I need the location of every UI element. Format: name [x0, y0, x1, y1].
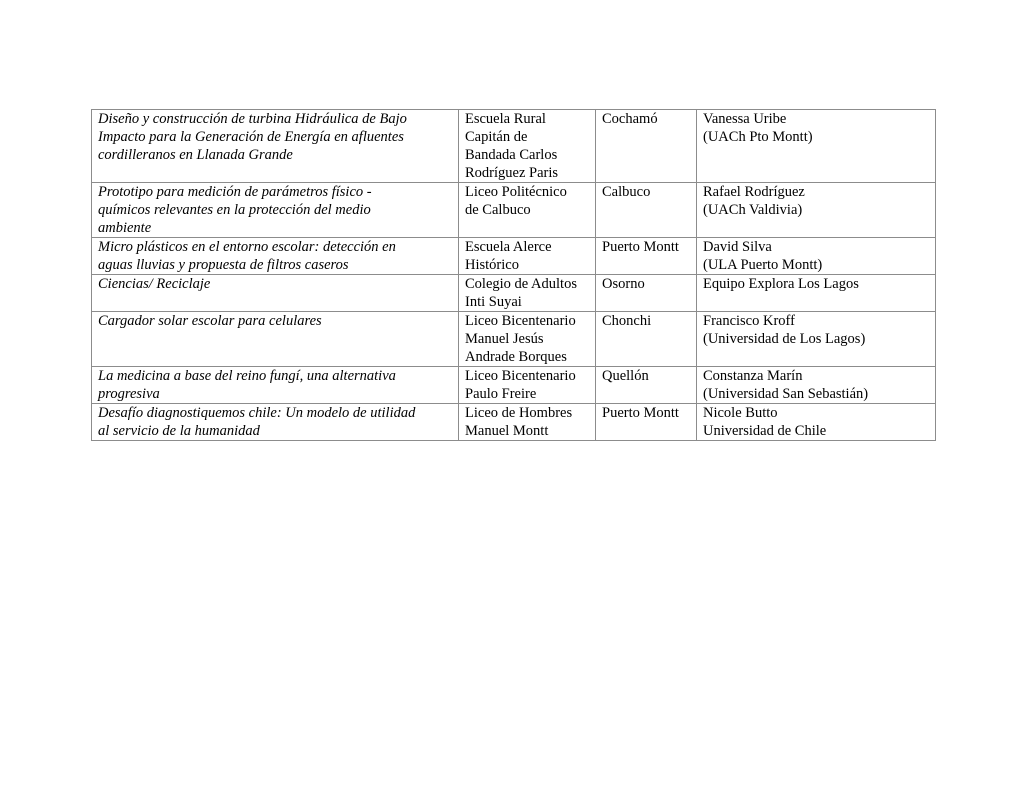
- school-cell: Colegio de Adultos Inti Suyai: [459, 275, 596, 312]
- school-cell: Liceo Politécnico de Calbuco: [459, 183, 596, 238]
- advisor-cell: David Silva (ULA Puerto Montt): [697, 238, 936, 275]
- table-row: [92, 312, 936, 367]
- school-cell: Escuela Alerce Histórico: [459, 238, 596, 275]
- city-cell: Puerto Montt: [596, 404, 697, 441]
- table-row: [92, 275, 936, 312]
- school-cell: Liceo Bicentenario Manuel Jesús Andrade Borques: [459, 312, 596, 367]
- project-title-cell: Prototipo para medición de parámetros físico - químicos relevantes en la protección del medio ambiente: [92, 183, 459, 238]
- school-cell: Liceo de Hombres Manuel Montt: [459, 404, 596, 441]
- table-row: [92, 367, 936, 404]
- advisor-cell: Vanessa Uribe (UACh Pto Montt): [697, 110, 936, 183]
- advisor-cell: Francisco Kroff (Universidad de Los Lagos): [697, 312, 936, 367]
- city-cell: Quellón: [596, 367, 697, 404]
- advisor-cell: Rafael Rodríguez (UACh Valdivia): [697, 183, 936, 238]
- table-row: [92, 110, 936, 183]
- school-cell: Escuela Rural Capitán de Bandada Carlos Rodríguez Paris: [459, 110, 596, 183]
- project-title-cell: La medicina a base del reino fungí, una alternativa progresiva: [92, 367, 459, 404]
- project-title-cell: Micro plásticos en el entorno escolar: detección en aguas lluvias y propuesta de filtros caseros: [92, 238, 459, 275]
- city-cell: Calbuco: [596, 183, 697, 238]
- projects-table: [91, 109, 936, 441]
- city-cell: Cochamó: [596, 110, 697, 183]
- project-title-cell: Diseño y construcción de turbina Hidráulica de Bajo Impacto para la Generación de Energía en afluentes cordilleranos en Llanada Grande: [92, 110, 459, 183]
- table-row: [92, 238, 936, 275]
- city-cell: Puerto Montt: [596, 238, 697, 275]
- project-title-cell: Ciencias/ Reciclaje: [92, 275, 459, 312]
- city-cell: Osorno: [596, 275, 697, 312]
- advisor-cell: Constanza Marín (Universidad San Sebastián): [697, 367, 936, 404]
- project-title-cell: Cargador solar escolar para celulares: [92, 312, 459, 367]
- school-cell: Liceo Bicentenario Paulo Freire: [459, 367, 596, 404]
- table-row: [92, 183, 936, 238]
- advisor-cell: Nicole Butto Universidad de Chile: [697, 404, 936, 441]
- table-row: [92, 404, 936, 441]
- advisor-cell: Equipo Explora Los Lagos: [697, 275, 936, 312]
- city-cell: Chonchi: [596, 312, 697, 367]
- project-title-cell: Desafío diagnostiquemos chile: Un modelo de utilidad al servicio de la humanidad: [92, 404, 459, 441]
